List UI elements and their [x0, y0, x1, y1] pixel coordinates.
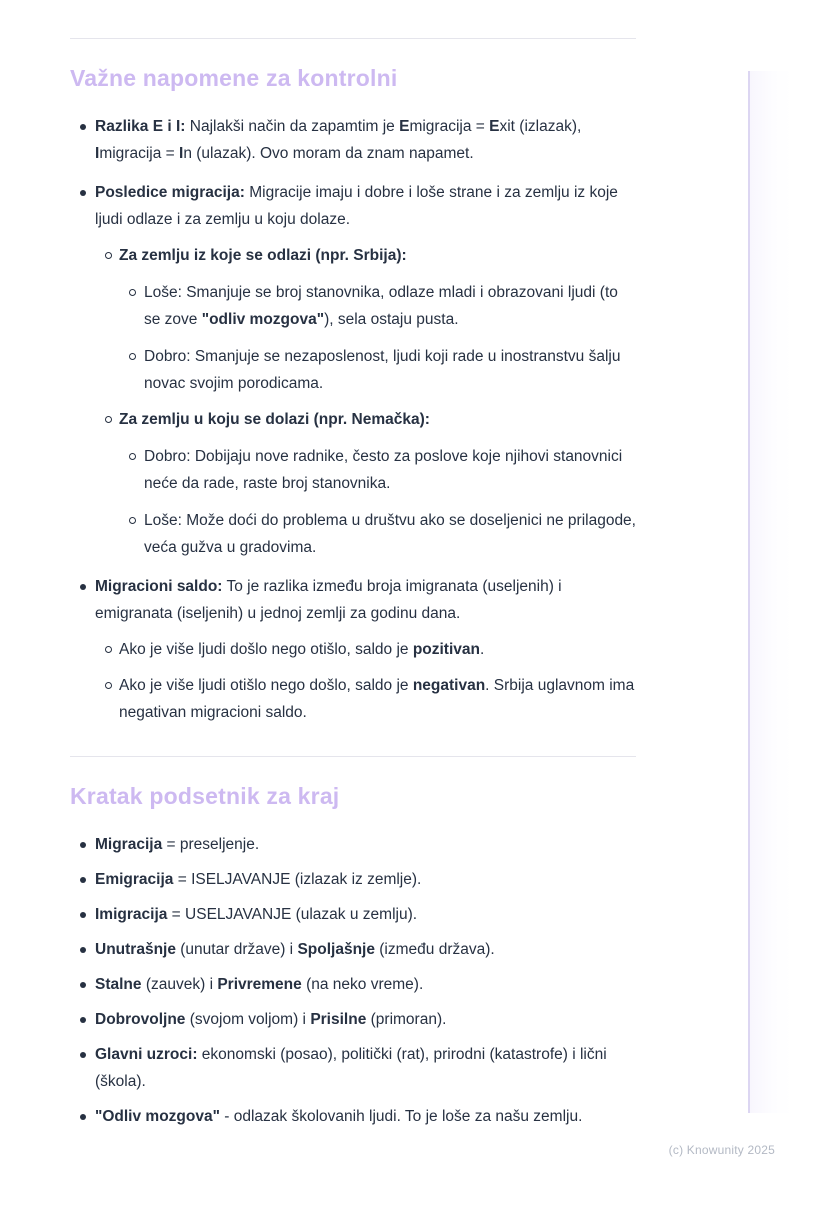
list-item: Dobrovoljne (svojom voljom) i Prisilne (primoran). [70, 1006, 636, 1033]
list-item: Imigracija = USELJAVANJE (ulazak u zemlju). [70, 901, 636, 928]
quick-reminder-list [70, 831, 636, 1130]
list-item: Migracija = preseljenje. [70, 831, 636, 858]
footer-credit: (c) Knowunity 2025 [668, 1143, 775, 1157]
section-title-important-notes: Važne napomene za kontrolni [70, 65, 398, 91]
section-important-notes [70, 38, 636, 726]
document-page [0, 38, 828, 1209]
list-item: Dobro: Dobijaju nove radnike, često za poslove koje njihovi stanovnici neće da rade, raste broj stanovnika. [70, 443, 636, 497]
list-item: Za zemlju iz koje se odlazi (npr. Srbija): [70, 242, 636, 269]
section-title-quick-reminder: Kratak podsetnik za kraj [70, 783, 340, 809]
next-page-edge [748, 71, 792, 1113]
list-item: Ako je više ljudi otišlo nego došlo, saldo je negativan. Srbija uglavnom ima negativan migracioni saldo. [70, 672, 636, 726]
list-item: Migracioni saldo: To je razlika između broja imigranata (useljenih) i emigranata (iseljenih) u jednoj zemlji za godinu dana. [70, 573, 636, 627]
list-item: Stalne (zauvek) i Privremene (na neko vreme). [70, 971, 636, 998]
list-item: Ako je više ljudi došlo nego otišlo, saldo je pozitivan. [70, 636, 636, 663]
document-content [70, 38, 636, 1130]
list-item: Loše: Smanjuje se broj stanovnika, odlaze mladi i obrazovani ljudi (to se zove "odliv mozgova"), sela ostaju pusta. [70, 279, 636, 333]
list-item: Unutrašnje (unutar države) i Spoljašnje (između država). [70, 936, 636, 963]
list-item: Loše: Može doći do problema u društvu ako se doseljenici ne prilagode, veća gužva u gradovima. [70, 507, 636, 561]
list-item: Dobro: Smanjuje se nezaposlenost, ljudi koji rade u inostranstvu šalju novac svojim porodicama. [70, 343, 636, 397]
list-item: Glavni uzroci: ekonomski (posao), politički (rat), prirodni (katastrofe) i lični (škola). [70, 1041, 636, 1095]
list-item: "Odliv mozgova" - odlazak školovanih ljudi. To je loše za našu zemlju. [70, 1103, 636, 1130]
list-item: Razlika E i I: Najlakši način da zapamtim je Emigracija = Exit (izlazak), Imigracija = In (ulazak). Ovo moram da znam napamet. [70, 113, 636, 167]
section-quick-reminder [70, 756, 636, 1130]
list-item: Za zemlju u koju se dolazi (npr. Nemačka): [70, 406, 636, 433]
important-notes-list [70, 113, 636, 726]
list-item: Emigracija = ISELJAVANJE (izlazak iz zemlje). [70, 866, 636, 893]
list-item: Posledice migracija: Migracije imaju i dobre i loše strane i za zemlju iz koje ljudi odlaze i za zemlju u koju dolaze. [70, 179, 636, 233]
